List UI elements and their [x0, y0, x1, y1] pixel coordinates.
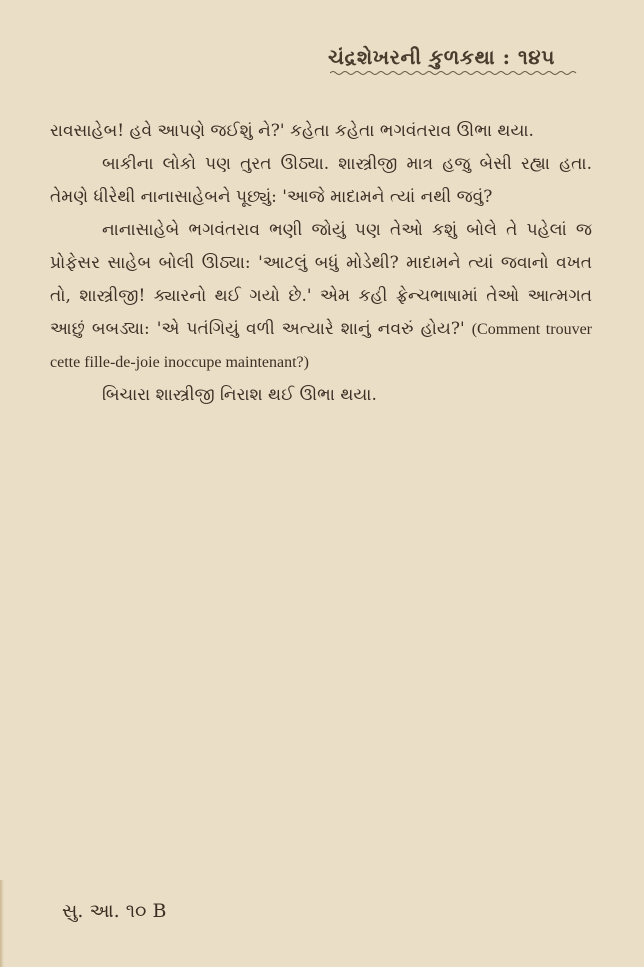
paragraph-4: બિચારા શાસ્ત્રીજી નિરાશ થઈ ઊભા થયા.: [102, 385, 377, 405]
french-quote: (Comment trouver cette fille-de-joie inoccupe maintenant?): [50, 321, 593, 371]
running-header: ચંદ્રશેખરની કુળકથા : ૧૪૫: [328, 45, 555, 69]
page-edge-shadow: [0, 880, 4, 967]
paragraph-2: બાકીના લોકો પણ તુરત ઊઠ્યા. શાસ્ત્રીજી માત્ર હજુ બેસી રહ્યા હતા. તેમણે ધીરેથી નાનાસાહેબને પૂછ્યું: 'આજે માદામને ત્યાં નથી જવું?: [50, 154, 592, 207]
signature-mark: સુ. આ. ૧૦ B: [62, 900, 167, 922]
paragraph-3: [50, 214, 592, 379]
paragraph-1: રાવસાહેબ! હવે આપણે જઈશું ને?' કહેતા કહેતા ભગવંતરાવ ઊભા થયા.: [50, 121, 534, 141]
header-wavy-underline: [330, 70, 578, 76]
body-text: [50, 115, 592, 412]
paragraph-3-text: નાનાસાહેબે ભગવંતરાવ ભણી જોયું પણ તેઓ કશું બોલે તે પહેલાં જ પ્રોફેસર સાહેબ બોલી ઊઠ્યા: 'આટલું બધું મોડેથી? માદામને ત્યાં જવાનો વખત તો, શાસ્ત્રીજી! ક્યારનો થઈ ગયો છે.' એમ કહી ફ્રેન્ચભાષામાં તેઓ આત્મગત આછું બબડ્યા: 'એ પતંગિયું વળી અત્યારે શાનું નવરું હોય?': [50, 220, 592, 339]
